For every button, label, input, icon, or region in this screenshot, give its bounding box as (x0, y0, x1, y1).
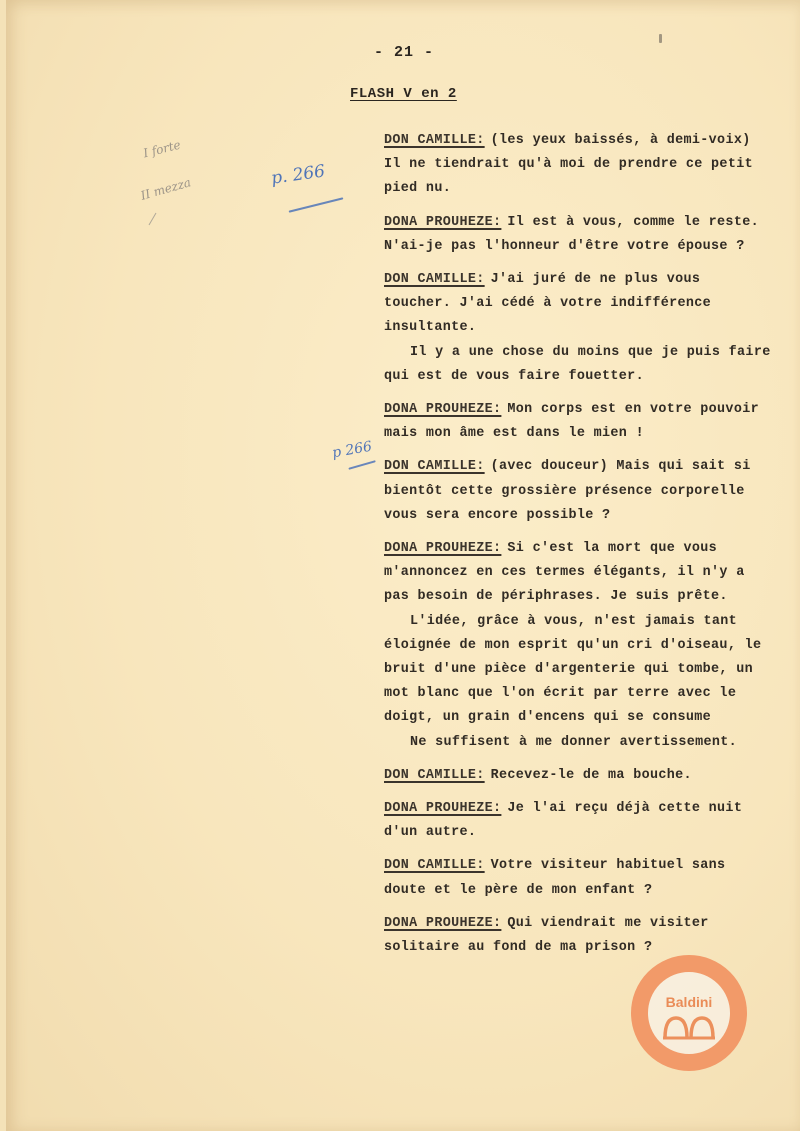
speech-2 (384, 211, 774, 259)
speech-5 (384, 455, 774, 528)
speech-text: Mon corps est en votre pouvoir mais mon âme est dans le mien ! (384, 402, 759, 442)
speech-text: Si c'est la mort que vous m'annoncez en ces termes élégants, il n'y a pas besoin de périphrases. Je suis prête. (384, 541, 745, 605)
speaker-label: DONA PROUHEZE: (384, 214, 502, 230)
pencil-note-forte: I forte (141, 137, 183, 161)
typescript-page (6, 0, 800, 1131)
ink-underline-2 (348, 460, 375, 469)
speaker-label: DON CAMILLE: (384, 767, 485, 783)
speech-3 (384, 268, 774, 389)
speech-10 (384, 912, 774, 960)
speaker-label: DON CAMILLE: (384, 858, 485, 874)
speaker-label: DONA PROUHEZE: (384, 402, 502, 418)
speech-7 (384, 764, 774, 788)
page-number: - 21 - (374, 44, 435, 61)
speech-paragraph: Ne suffisent à me donner avertissement. (410, 734, 738, 750)
pencil-stroke (149, 213, 157, 226)
ink-page-ref-2: p 266 (330, 438, 374, 462)
speech-paragraph: L'idée, grâce à vous, n'est jamais tant éloignée de mon esprit qu'un cri d'oiseau, le bruit d'une pièce d'argenterie qui tombe, un mot blanc que l'on écrit par terre avec le doigt, un grain d'encens qui se consume (384, 613, 762, 726)
dialogue-body (384, 129, 774, 969)
ink-underline-1 (289, 197, 344, 212)
speech-8 (384, 797, 774, 845)
library-stamp (631, 955, 747, 1071)
speech-1 (384, 129, 774, 202)
pencil-note-mezza: II mezza (139, 175, 193, 203)
speaker-label: DON CAMILLE: (384, 272, 485, 288)
speaker-label: DONA PROUHEZE: (384, 915, 502, 931)
speaker-label: DONA PROUHEZE: (384, 801, 502, 817)
speech-text: Votre visiteur habituel sans doute et le père de mon enfant ? (384, 858, 726, 898)
open-book-icon (662, 1014, 716, 1040)
speech-6 (384, 537, 774, 755)
stamp-label: Baldini (665, 994, 713, 1010)
speech-text: Il est à vous, comme le reste. N'ai-je pas l'honneur d'être votre épouse ? (384, 214, 759, 254)
speech-paragraph: Il y a une chose du moins que je puis faire qui est de vous faire fouetter. (384, 344, 771, 384)
speaker-label: DONA PROUHEZE: (384, 541, 502, 557)
speech-text: Je l'ai reçu déjà cette nuit d'un autre. (384, 801, 743, 841)
scene-title: FLASH V en 2 (350, 86, 457, 102)
speech-text: (avec douceur) Mais qui sait si bientôt cette grossière présence corporelle vous sera encore possible ? (384, 459, 751, 523)
corner-pencil-mark (659, 34, 662, 43)
speech-text: Recevez-le de ma bouche. (490, 767, 692, 783)
speech-text: (les yeux baissés, à demi-voix) Il ne tiendrait qu'à moi de prendre ce petit pied nu. (384, 133, 753, 197)
speech-text: J'ai juré de ne plus vous toucher. J'ai cédé à votre indifférence insultante. (384, 272, 712, 336)
speech-4 (384, 398, 774, 446)
ink-page-ref-1: p. 266 (269, 161, 327, 189)
speaker-label: DON CAMILLE: (384, 133, 485, 148)
speech-text: Qui viendrait me visiter solitaire au fond de ma prison ? (384, 915, 709, 956)
speech-9 (384, 854, 774, 902)
speaker-label: DON CAMILLE: (384, 459, 485, 475)
